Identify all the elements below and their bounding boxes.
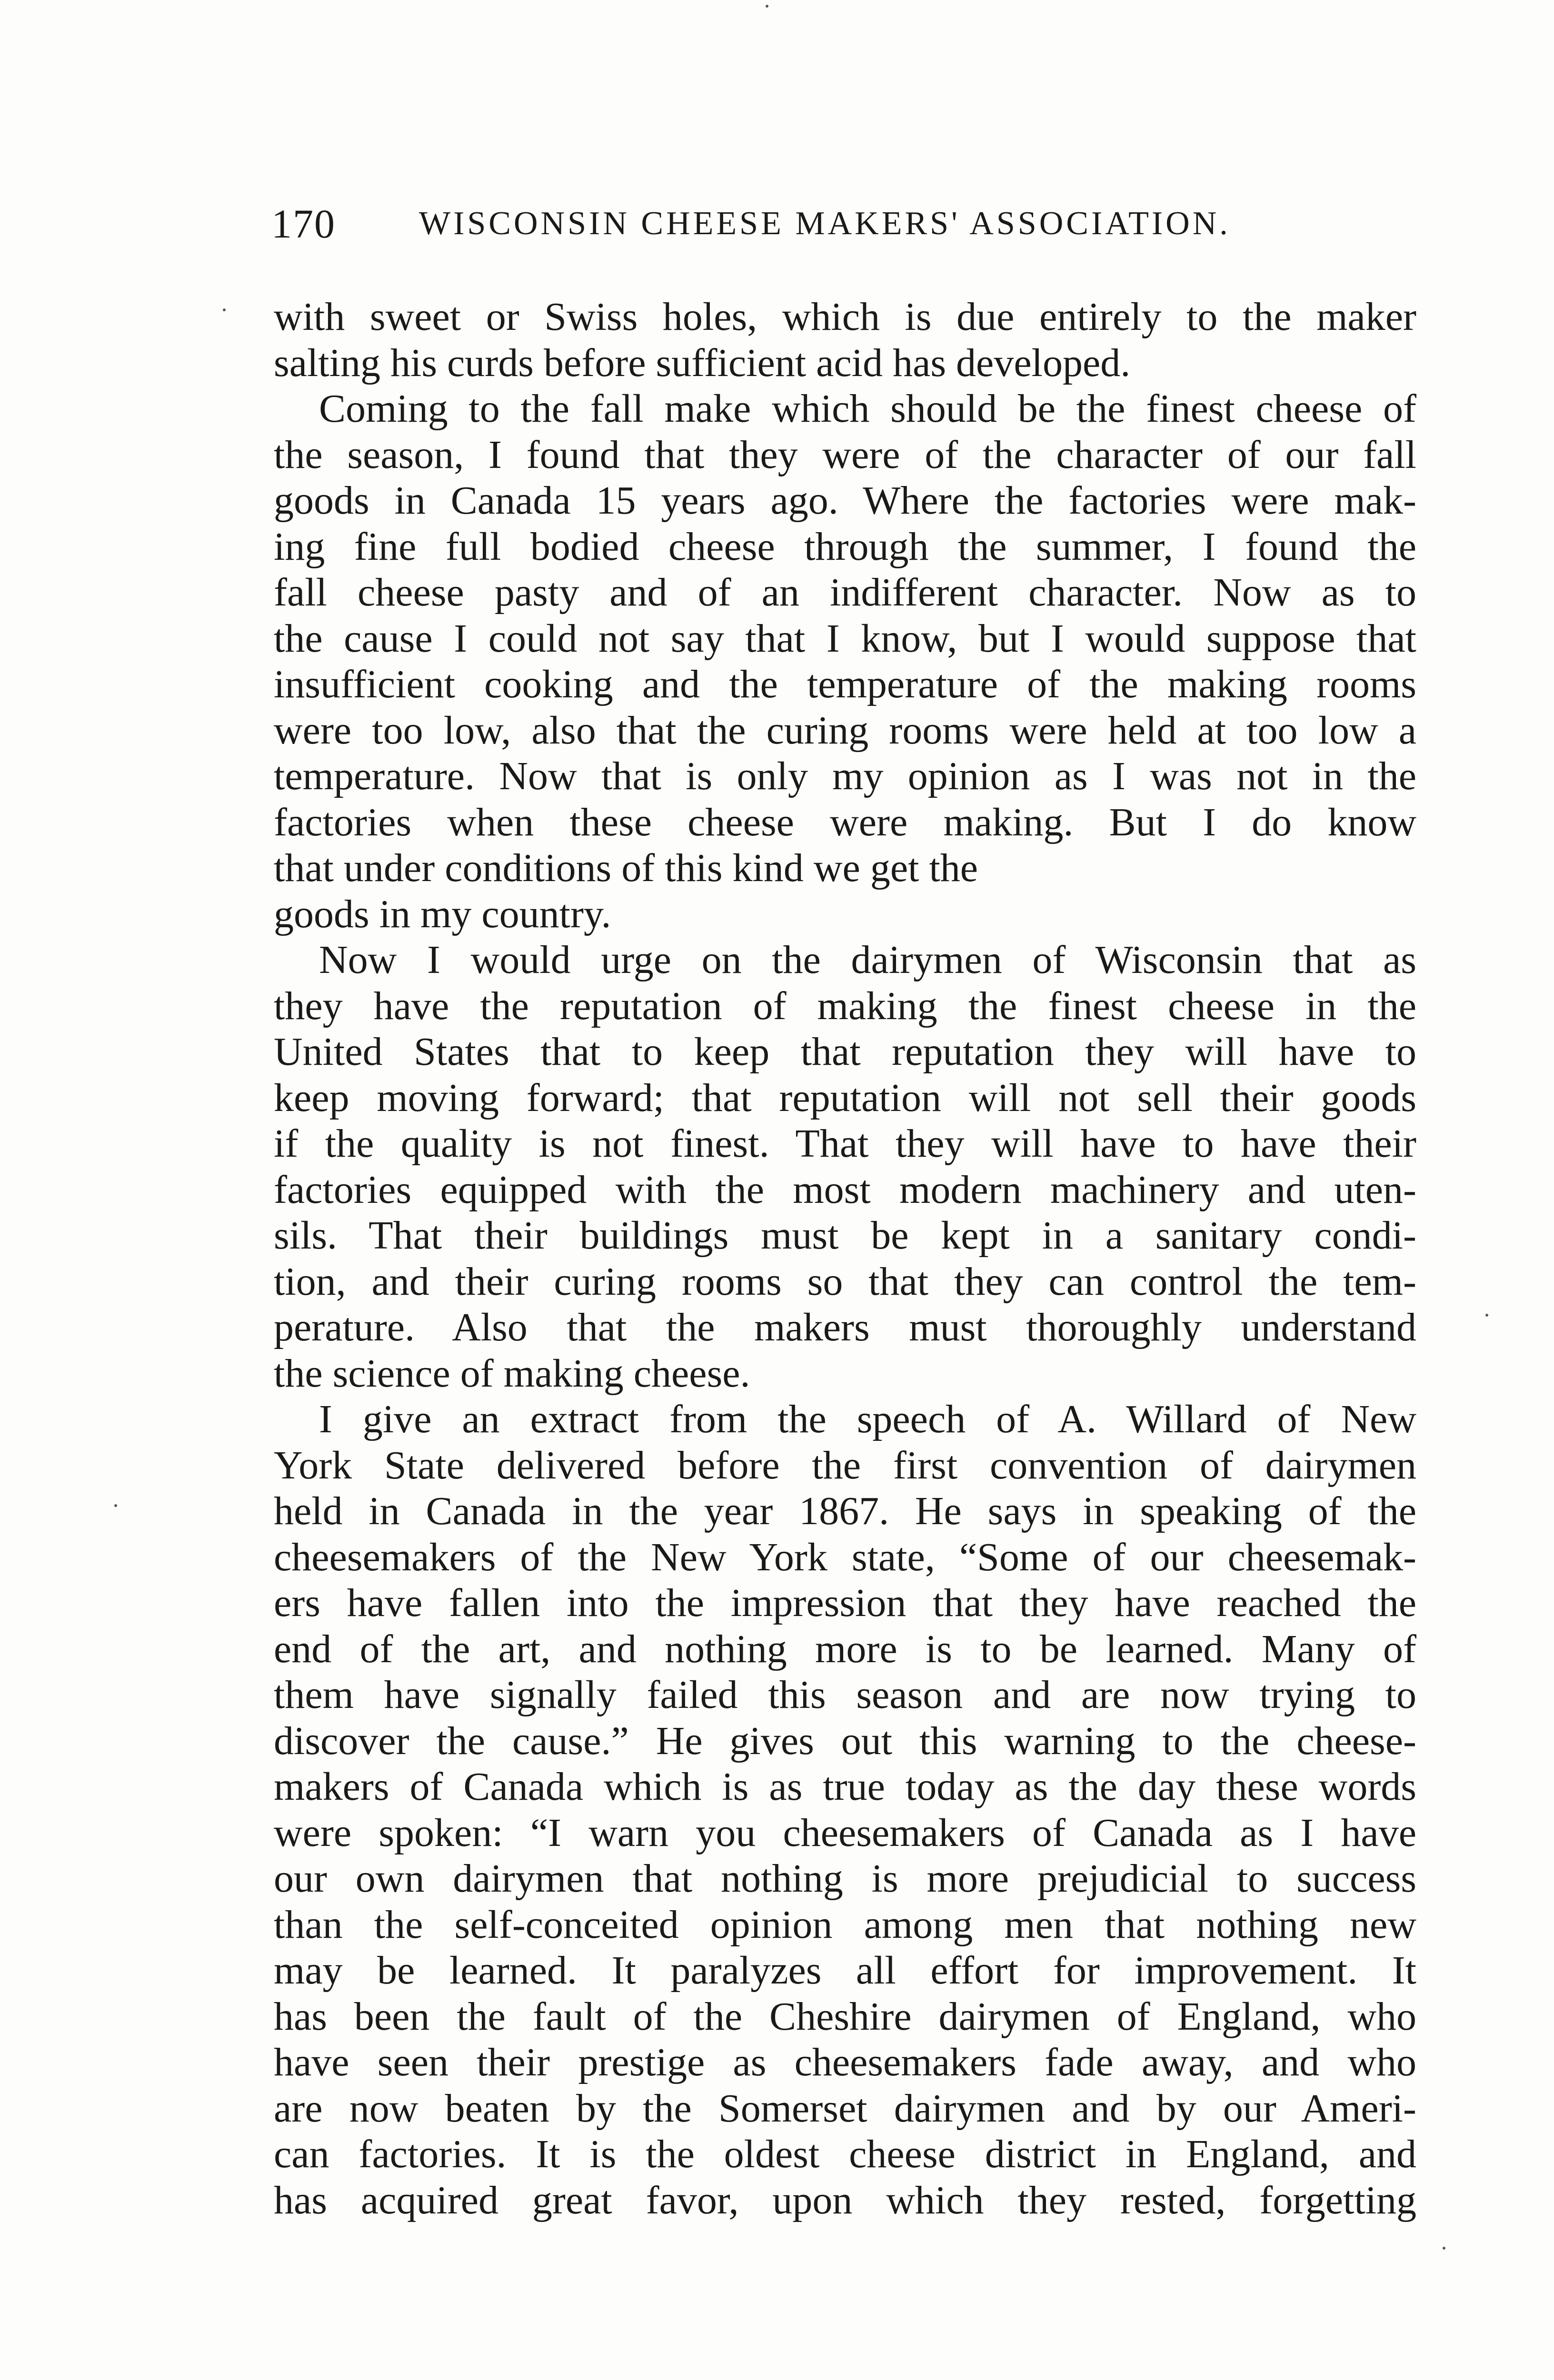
- body-text: [274, 294, 1416, 2223]
- text-line: insufficient cooking and the temperature of the making rooms: [274, 662, 1416, 706]
- text-line: if the quality is not finest. That they will have to have their: [274, 1121, 1416, 1166]
- text-line: fall cheese pasty and of an indifferent character. Now as to: [274, 570, 1416, 615]
- text-line: goods in my country.: [274, 892, 611, 936]
- text-line: the cause I could not say that I know, but I would suppose that: [274, 616, 1416, 661]
- text-line: United States that to keep that reputation they will have to: [274, 1030, 1416, 1074]
- text-line: can factories. It is the oldest cheese district in England, and: [274, 2132, 1416, 2176]
- text-line: than the self-conceited opinion among men that nothing new: [274, 1902, 1416, 1947]
- text-line: makers of Canada which is as true today as the day these words: [274, 1765, 1416, 1809]
- text-line: perature. Also that the makers must thoroughly understand: [274, 1305, 1416, 1349]
- text-line: keep moving forward; that reputation will not sell their goods: [274, 1075, 1416, 1120]
- text-line: are now beaten by the Somerset dairymen and by our Ameri-: [274, 2086, 1416, 2131]
- text-line: were spoken: “I warn you cheesemakers of Canada as I have: [274, 1810, 1416, 1855]
- text-line: York State delivered before the first convention of dairymen: [274, 1443, 1416, 1488]
- text-line: goods in Canada 15 years ago. Where the factories were mak-: [274, 478, 1416, 523]
- text-line: I give an extract from the speech of A. Willard of New: [319, 1397, 1416, 1441]
- text-line: the season, I found that they were of the character of our fall: [274, 432, 1416, 477]
- text-line: Coming to the fall make which should be the finest cheese of: [319, 387, 1416, 431]
- ink-speck: [223, 308, 226, 311]
- text-line: were too low, also that the curing rooms were held at too low a: [274, 708, 1416, 753]
- text-line: has been the fault of the Cheshire dairymen of England, who: [274, 1994, 1416, 2039]
- text-line: may be learned. It paralyzes all effort for improvement. It: [274, 1948, 1416, 1993]
- text-line: ing fine full bodied cheese through the summer, I found the: [274, 524, 1416, 569]
- text-line: factories when these cheese were making. But I do know: [274, 800, 1416, 844]
- text-line: end of the art, and nothing more is to be learned. Many of: [274, 1626, 1416, 1671]
- text-line: with sweet or Swiss holes, which is due entirely to the maker: [274, 295, 1416, 339]
- text-line: have seen their prestige as cheesemakers fade away, and who: [274, 2040, 1416, 2084]
- ink-speck: [1443, 2247, 1445, 2250]
- text-line: held in Canada in the year 1867. He says in speaking of the: [274, 1489, 1416, 1533]
- text-line: temperature. Now that is only my opinion as I was not in the: [274, 754, 1416, 798]
- text-line: sils. That their buildings must be kept in a sanitary condi-: [274, 1213, 1416, 1258]
- text-line: our own dairymen that nothing is more prejudicial to success: [274, 1856, 1416, 1901]
- text-line: discover the cause.” He gives out this warning to the cheese-: [274, 1718, 1416, 1763]
- ink-speck: [766, 5, 768, 8]
- text-line: them have signally failed this season and are now trying to: [274, 1673, 1416, 1717]
- page-header: [271, 190, 1424, 248]
- running-title: WISCONSIN CHEESE MAKERS' ASSOCIATION.: [419, 205, 1231, 242]
- text-line: tion, and their curing rooms so that they can control the tem-: [274, 1259, 1416, 1304]
- text-line: has acquired great favor, upon which they rested, forgetting: [274, 2178, 1416, 2222]
- text-line: factories equipped with the most modern machinery and uten-: [274, 1167, 1416, 1212]
- text-line: Now I would urge on the dairymen of Wisconsin that as: [319, 938, 1416, 982]
- ink-speck: [114, 1504, 117, 1507]
- text-line: cheesemakers of the New York state, “Some of our cheesemak-: [274, 1535, 1416, 1579]
- text-line: salting his curds before sufficient acid has developed.: [274, 340, 1131, 385]
- text-line: ers have fallen into the impression that they have reached the: [274, 1581, 1416, 1625]
- text-line: the science of making cheese.: [274, 1351, 750, 1396]
- text-line: they have the reputation of making the finest cheese in the: [274, 983, 1416, 1028]
- text-line: that under conditions of this kind we get the: [274, 846, 978, 890]
- page-number: 170: [271, 201, 336, 247]
- ink-speck: [1485, 1314, 1488, 1317]
